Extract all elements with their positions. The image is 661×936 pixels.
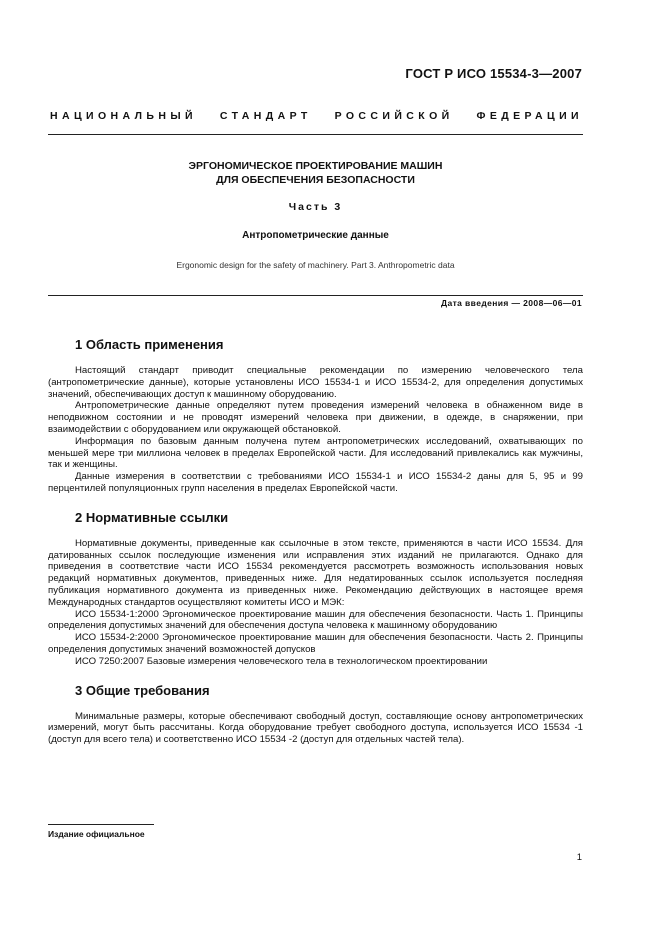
part-label: Часть 3 — [288, 201, 343, 213]
page-number: 1 — [576, 852, 582, 863]
english-title: Ergonomic design for the safety of machinery. Part 3. Anthropometric data — [176, 260, 455, 270]
section-heading: 2 Нормативные ссылки — [75, 509, 229, 525]
national-standard-banner: НАЦИОНАЛЬНЫЙ СТАНДАРТ РОССИЙСКОЙ ФЕДЕРАЦИИ — [50, 110, 583, 122]
paragraph: Нормативные документы, приведенные как ссылочные в этом тексте, применяются в части ИСО 15534. Для датированных ссылок последующие изменения или исправления этих изданий не прилагаются. Однако для приведения в соответствие части ИСО 15534 рекомендуется рассмотреть возможность использования новых редакций нормативных документов, приведенных ниже. Для недатированных ссылок используется последняя публикация нормативного документа из приведенных ниже. Рекомендацию действующих в настоящее время Международных стандартов осуществляют комитеты ИСО и МЭК: — [48, 537, 583, 608]
paragraph: Настоящий стандарт приводит специальные рекомендации по измерению человеческого тела (антропометрические данные), которые установлены ИСО 15534-1 и ИСО 15534-2, для определения допустимых значений, обеспечивающих доступ к машинному оборудованию. — [48, 365, 583, 400]
footer-divider — [48, 824, 154, 825]
section-normative-references — [48, 509, 583, 668]
introduction-date: Дата введения — 2008—06—01 — [441, 298, 582, 308]
document-number: ГОСТ Р ИСО 15534-3—2007 — [405, 66, 582, 81]
section-general-requirements — [48, 682, 583, 746]
section-heading: 1 Область применения — [75, 337, 224, 352]
date-divider — [48, 295, 583, 296]
document-title — [48, 159, 583, 187]
section-scope — [48, 336, 583, 495]
official-edition-note: Издание официальное — [48, 829, 145, 839]
header-divider — [48, 134, 583, 135]
paragraph: Антропометрические данные определяют путем проведения измерений человека в обнаженном виде в неподвижном состоянии и не проводят измерений человека при движении, в одежде, в снаряжении, при взаимодействии с оборудованием или окружающей обстановкой. — [48, 400, 583, 435]
paragraph: Информация по базовым данным получена путем антропометрических исследований, охватывающих по меньшей мере три миллиона человек в пределах Европейской части. Для исследований привлекались как мужчины, так и женщины. — [48, 435, 583, 471]
paragraph: Минимальные размеры, которые обеспечивают свободный доступ, составляющие основу антропометрических измерений, могут быть рассчитаны. Когда оборудование требует свободного доступа, используется ИСО 15534 -1 (доступ для всего тела) и соответственно ИСО 15534 -2 (доступ для отдельных частей тела). — [48, 710, 583, 746]
paragraph: Данные измерения в соответствии с требованиями ИСО 15534-1 и ИСО 15534-2 даны для 5, 95 и 99 перцентилей популяционных групп населения в пределах Европейской части. — [48, 471, 583, 494]
reference-item: ИСО 7250:2007 Базовые измерения человеческого тела в технологическом проектировании — [75, 655, 488, 667]
document-body — [48, 336, 583, 746]
section-heading: 3 Общие требования — [75, 682, 210, 698]
title-line-1: ЭРГОНОМИЧЕСКОЕ ПРОЕКТИРОВАНИЕ МАШИН — [188, 160, 443, 172]
part-subtitle: Антропометрические данные — [242, 230, 389, 241]
reference-item: ИСО 15534-2:2000 Эргономическое проектирование машин для обеспечения безопасности. Часть 2. Принципы определения допустимых значений возможностей допусков — [48, 632, 583, 655]
reference-item: ИСО 15534-1:2000 Эргономическое проектирование машин для обеспечения безопасности. Часть 1. Принципы определения допустимых значений для обеспечения доступа человека к машинному оборудованию — [48, 608, 583, 632]
title-line-2: ДЛЯ ОБЕСПЕЧЕНИЯ БЕЗОПАСНОСТИ — [216, 174, 415, 186]
